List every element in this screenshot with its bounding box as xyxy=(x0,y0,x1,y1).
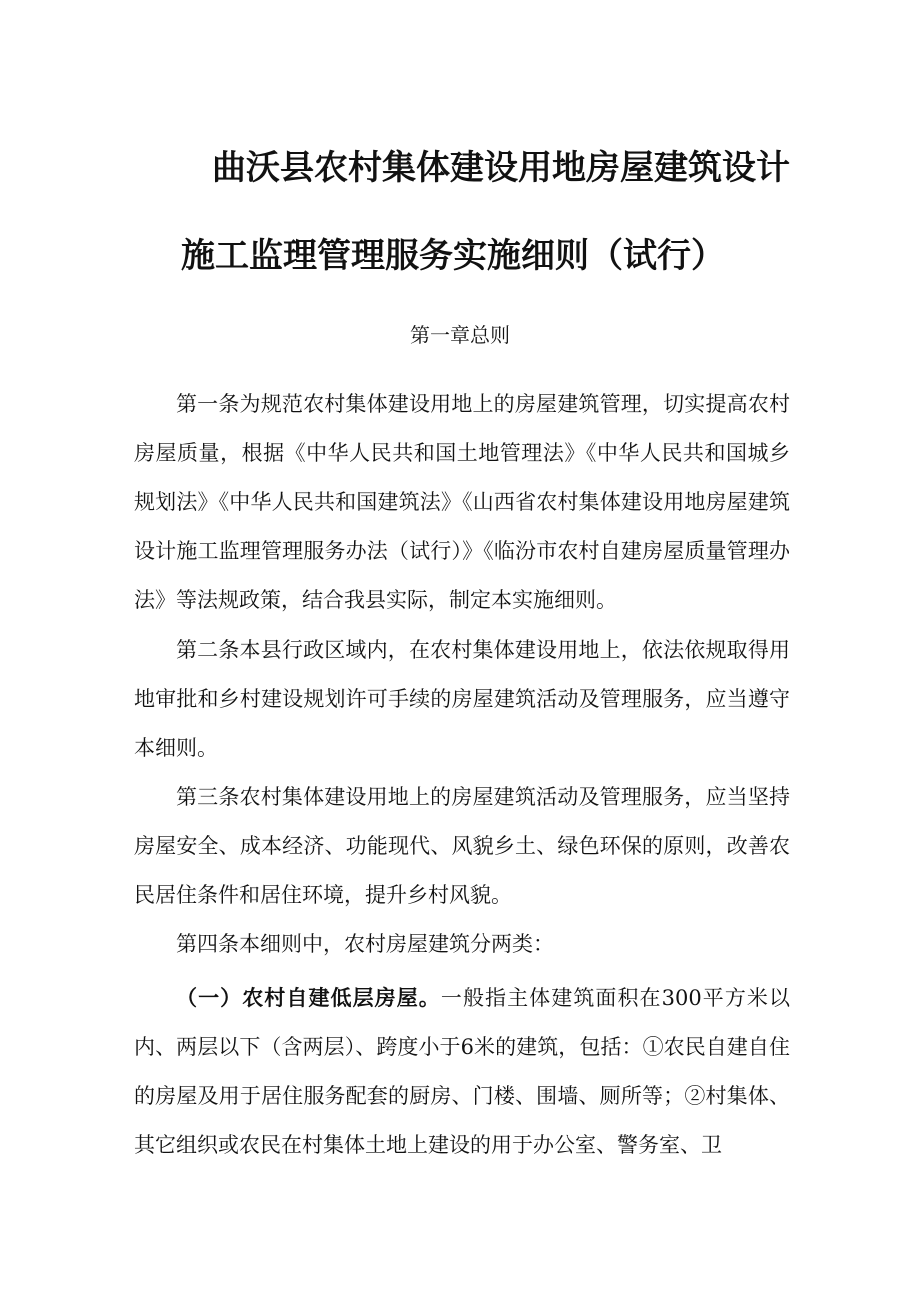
document-title-line-1: 曲沃县农村集体建设用地房屋建筑设计 xyxy=(212,148,790,188)
chapter-heading: 第一章总则 xyxy=(410,323,510,347)
document-title-line-2: 施工监理管理服务实施细则（试行） xyxy=(181,236,725,276)
item-1-paragraph xyxy=(134,974,790,1170)
item-1-label: （一）农村自建低层房屋。 xyxy=(176,986,441,1010)
article-3-paragraph: 第三条农村集体建设用地上的房屋建筑活动及管理服务，应当坚持房屋安全、成本经济、功能现代、风貌乡土、绿色环保的原则，改善农民居住条件和居住环境，提升乡村风貌。 xyxy=(134,785,790,907)
item-1-text: 一般指主体建筑面积在300平方米以内、两层以下（含两层）、跨度小于6米的建筑，包括：①农民自建自住的房屋及用于居住服务配套的厨房、门楼、围墙、厕所等；②村集体、其它组织或农民在村集体土地上建设的用于办公室、警务室、卫 xyxy=(134,986,790,1157)
article-2-paragraph: 第二条本县行政区域内，在农村集体建设用地上，依法依规取得用地审批和乡村建设规划许可手续的房屋建筑活动及管理服务，应当遵守本细则。 xyxy=(134,638,790,760)
article-1-paragraph: 第一条为规范农村集体建设用地上的房屋建筑管理，切实提高农村房屋质量，根据《中华人民共和国土地管理法》《中华人民共和国城乡规划法》《中华人民共和国建筑法》《山西省农村集体建设用地房屋建筑设计施工监理管理服务办法（试行）》《临汾市农村自建房屋质量管理办法》等法规政策，结合我县实际，制定本实施细则。 xyxy=(134,392,790,612)
article-4-paragraph: 第四条本细则中，农村房屋建筑分两类： xyxy=(176,932,554,956)
